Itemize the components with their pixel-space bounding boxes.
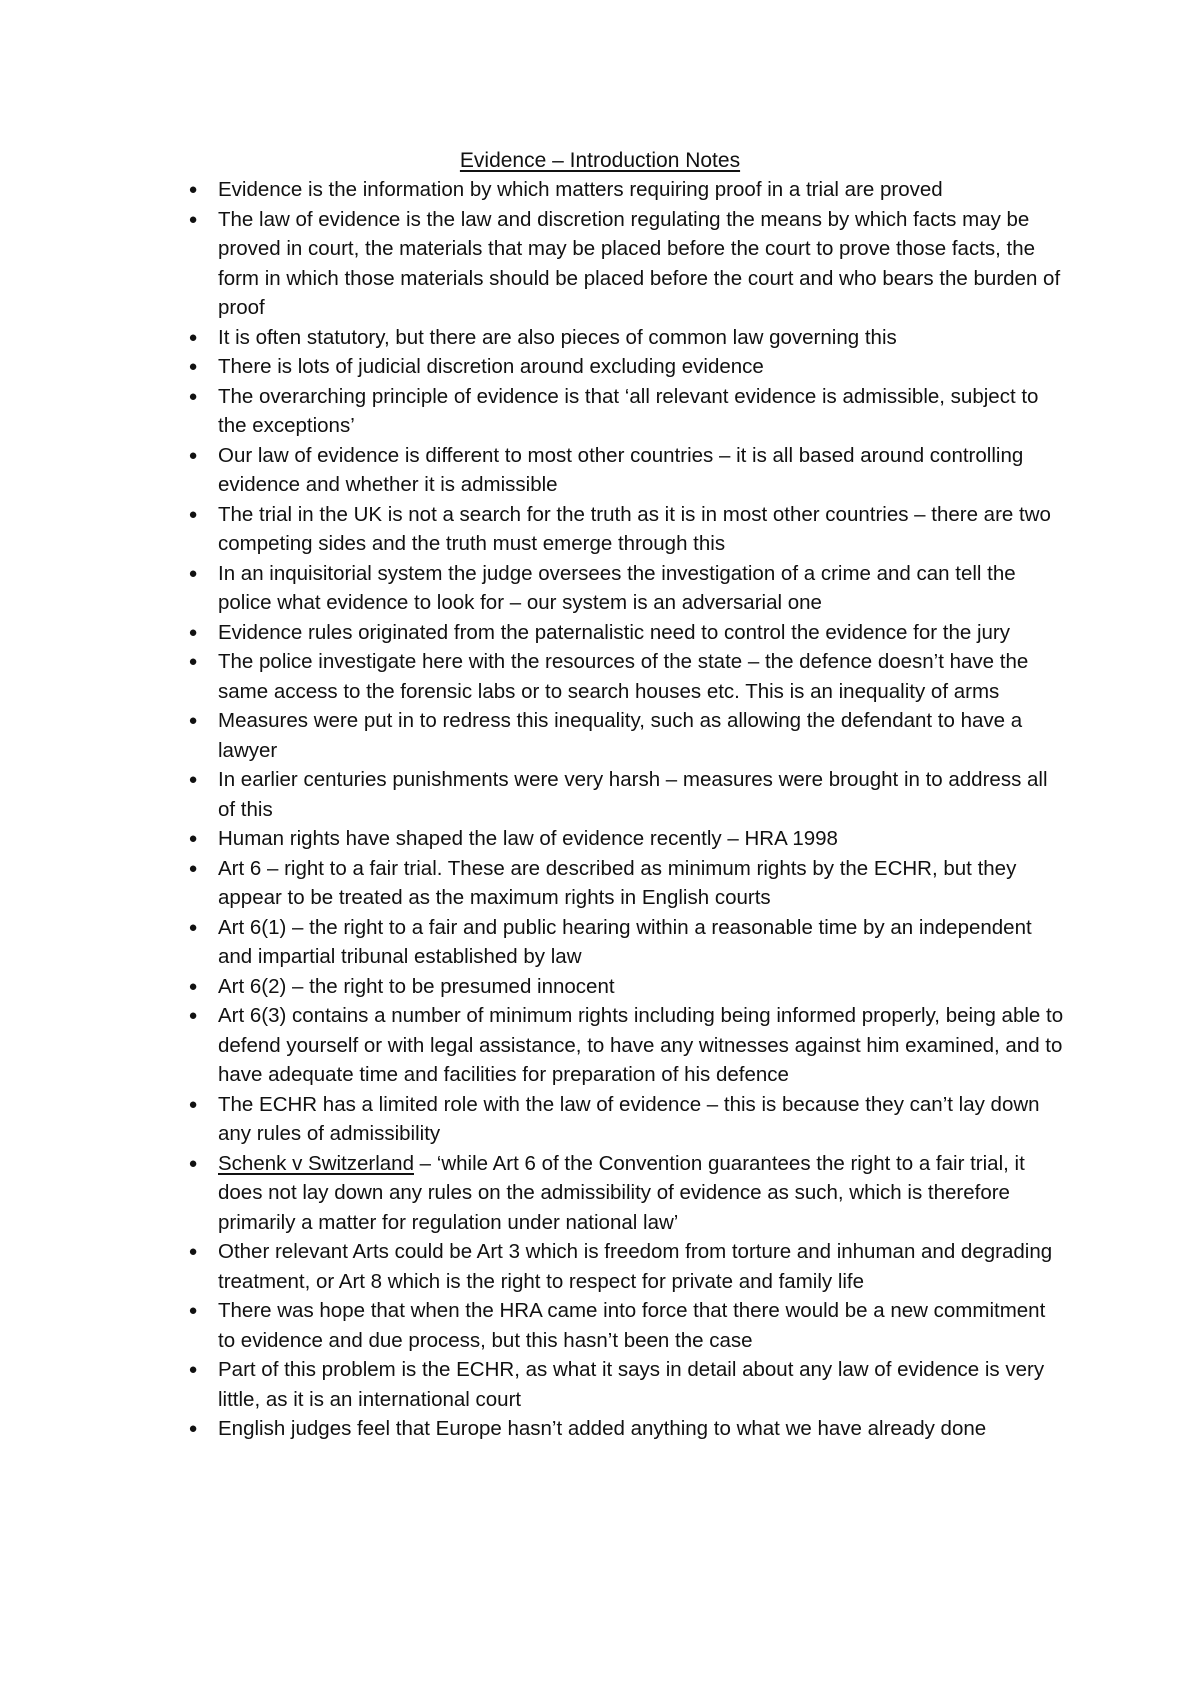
note-text: The police investigate here with the resources of the state – the defence doesn’t have the same access to the forensic labs or to search houses etc. This is an inequality of arms xyxy=(218,650,1029,703)
note-item xyxy=(188,352,1068,382)
note-item xyxy=(188,175,1068,205)
note-item xyxy=(188,1090,1068,1149)
note-text: There is lots of judicial discretion around excluding evidence xyxy=(218,355,764,378)
note-text: The overarching principle of evidence is that ‘all relevant evidence is admissible, subject to the exceptions’ xyxy=(218,384,1039,437)
note-item xyxy=(188,559,1068,618)
note-text: It is often statutory, but there are also pieces of common law governing this xyxy=(218,325,897,349)
note-item xyxy=(188,824,1068,854)
bullet-icon: ● xyxy=(188,1302,198,1319)
bullet-icon: ● xyxy=(188,712,198,729)
note-item xyxy=(188,323,1068,353)
bullet-icon: ● xyxy=(188,358,198,375)
bullet-icon: ● xyxy=(188,977,198,995)
note-item xyxy=(188,1414,1068,1444)
note-item xyxy=(188,205,1068,323)
note-text: The law of evidence is the law and discretion regulating the means by which facts may be proved in court, the materials that may be placed before the court to prove those facts, the form in which those materials should be placed before the court and who bears the burden of proof xyxy=(218,207,1061,319)
note-text: There was hope that when the HRA came into force that there would be a new commitment to evidence and due process, but this hasn’t been the case xyxy=(218,1299,1046,1352)
note-text: Art 6(3) contains a number of minimum rights including being informed properly, being able to defend yourself or with legal assistance, to have any witnesses against him examined, and to have adequate time and facilities for preparation of his defence xyxy=(218,1004,1064,1086)
bullet-icon: ● xyxy=(188,1420,198,1437)
note-item xyxy=(188,972,1068,1002)
note-item xyxy=(188,706,1068,765)
note-item xyxy=(188,500,1068,559)
note-text: In earlier centuries punishments were very harsh – measures were brought in to address all of this xyxy=(218,768,1048,821)
bullet-icon: ● xyxy=(188,1154,198,1172)
bullet-icon: ● xyxy=(188,623,198,641)
bullet-icon: ● xyxy=(188,830,198,847)
bullet-icon: ● xyxy=(188,564,198,582)
bullet-icon: ● xyxy=(188,653,198,670)
notes-list xyxy=(188,175,1068,1444)
note-item xyxy=(188,441,1068,500)
note-text: Our law of evidence is different to most other countries – it is all based around controlling evidence and whether it is admissible xyxy=(218,443,1024,496)
note-item xyxy=(188,618,1068,648)
note-text: Art 6 – right to a fair trial. These are described as minimum rights by the ECHR, but they appear to be treated as the maximum rights in English courts xyxy=(218,856,1017,909)
note-item xyxy=(188,1001,1068,1090)
note-text: Art 6(2) – the right to be presumed innocent xyxy=(218,974,615,998)
bullet-icon: ● xyxy=(188,1095,198,1113)
bullet-icon: ● xyxy=(188,387,198,405)
bullet-icon: ● xyxy=(188,505,198,523)
note-item xyxy=(188,382,1068,441)
note-item xyxy=(188,1149,1068,1238)
note-item xyxy=(188,1355,1068,1414)
document-title: Evidence – Introduction Notes xyxy=(459,149,741,172)
note-text: In an inquisitorial system the judge oversees the investigation of a crime and can tell the police what evidence to look for – our system is an adversarial one xyxy=(218,561,1016,614)
note-item xyxy=(188,854,1068,913)
bullet-icon: ● xyxy=(188,918,198,936)
bullet-icon: ● xyxy=(188,446,198,464)
note-text: Other relevant Arts could be Art 3 which is freedom from torture and inhuman and degrading treatment, or Art 8 which is the right to respect for private and family life xyxy=(218,1240,1053,1293)
note-item xyxy=(188,1296,1068,1355)
bullet-icon: ● xyxy=(188,328,198,346)
note-text: Human rights have shaped the law of evidence recently – HRA 1998 xyxy=(218,827,838,850)
note-text: English judges feel that Europe hasn’t added anything to what we have already done xyxy=(218,1417,987,1440)
note-text: – ‘while Art 6 of the Convention guarantees the right to a fair trial, it does not lay down any rules on the admissibility of evidence as such, which is therefore primarily a matter for regulation under national law’ xyxy=(218,1151,1025,1234)
note-item xyxy=(188,765,1068,824)
note-text: Evidence is the information by which matters requiring proof in a trial are proved xyxy=(218,178,943,201)
note-item xyxy=(188,647,1068,706)
note-item xyxy=(188,913,1068,972)
note-text: The trial in the UK is not a search for the truth as it is in most other countries – there are two competing sides and the truth must emerge through this xyxy=(218,502,1051,555)
bullet-icon: ● xyxy=(188,1361,198,1378)
note-text: Measures were put in to redress this inequality, such as allowing the defendant to have a lawyer xyxy=(218,709,1023,762)
case-name: Schenk v Switzerland xyxy=(218,1151,414,1175)
bullet-icon: ● xyxy=(188,1007,198,1024)
note-text: The ECHR has a limited role with the law of evidence – this is because they can’t lay down any rules of admissibility xyxy=(218,1092,1040,1145)
bullet-icon: ● xyxy=(188,859,198,877)
note-text: Part of this problem is the ECHR, as what it says in detail about any law of evidence is very little, as it is an international court xyxy=(218,1358,1045,1411)
bullet-icon: ● xyxy=(188,771,198,788)
bullet-icon: ● xyxy=(188,1243,198,1260)
note-item xyxy=(188,1237,1068,1296)
note-text: Art 6(1) – the right to a fair and public hearing within a reasonable time by an independent and impartial tribunal established by law xyxy=(218,915,1032,968)
bullet-icon: ● xyxy=(188,210,198,228)
bullet-icon: ● xyxy=(188,181,198,198)
note-text: Evidence rules originated from the paternalistic need to control the evidence for the jury xyxy=(218,620,1010,644)
